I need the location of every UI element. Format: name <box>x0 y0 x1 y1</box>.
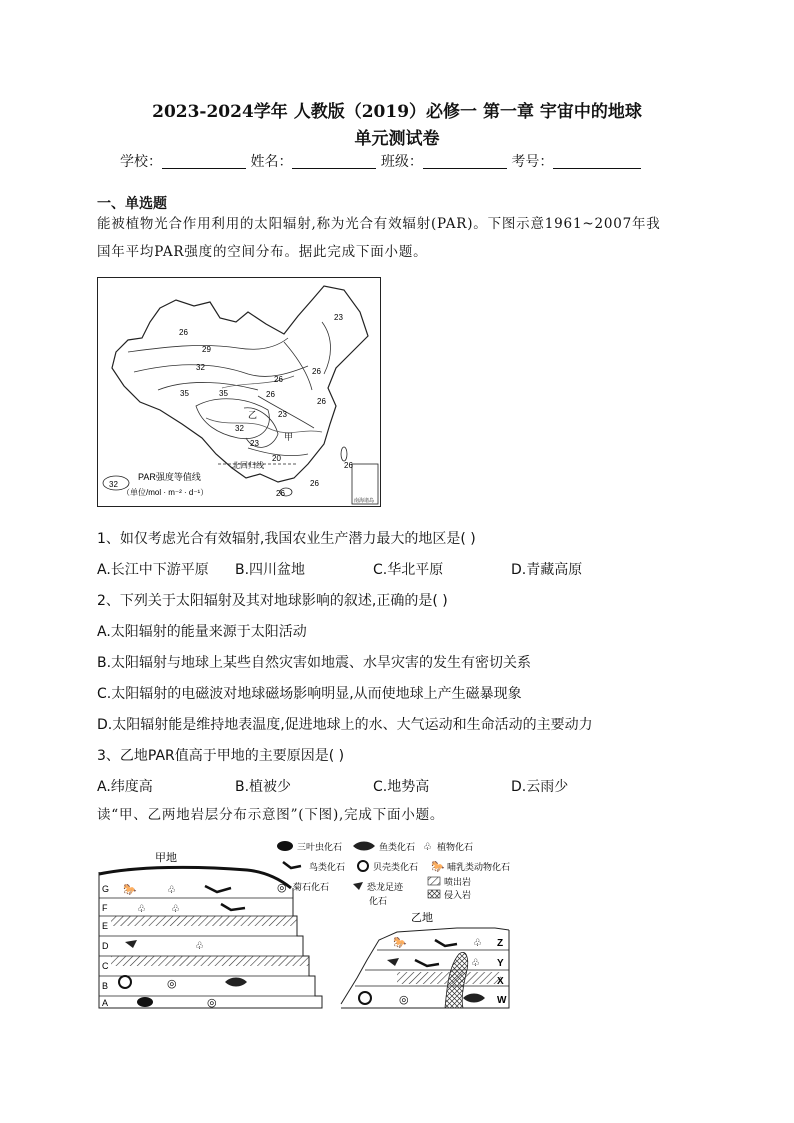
legend-value: 32 <box>109 480 118 489</box>
strata-figure <box>97 836 547 1011</box>
contour-label: 35 <box>180 389 189 398</box>
legend-item: 喷出岩 <box>444 877 472 887</box>
legend-item: 侵入岩 <box>444 890 472 900</box>
jia-layer-label: B <box>102 981 109 991</box>
legend-item: 鱼类化石 <box>379 842 416 852</box>
inset-label: 南海诸岛 <box>354 498 375 504</box>
paper-title-line2: 单元测试卷 <box>354 129 440 149</box>
legend-trilobite-icon <box>277 841 293 851</box>
contour-label: 26 <box>310 479 319 488</box>
q3-option-c[interactable]: C.地势高 <box>373 779 430 795</box>
legend-unit: （单位/mol · m⁻² · d⁻¹） <box>122 488 209 497</box>
mammal-fossil-icon: 🐎 <box>393 937 407 949</box>
shell-fossil-icon <box>359 992 371 1004</box>
contour-label: 26 <box>179 328 188 337</box>
contour-label: 26 <box>276 489 285 498</box>
jia-layer-label: C <box>102 961 109 971</box>
legend-plant-icon: ♧ <box>423 842 432 853</box>
legend-intrusive-icon <box>428 890 440 898</box>
contour-label: 32 <box>196 363 205 372</box>
legend-item: 贝壳类化石 <box>373 862 419 872</box>
paper-title-line1: 2023-2024学年 人教版（2019）必修一 第一章 宇宙中的地球 <box>152 102 642 122</box>
yi-layer-label: Z <box>497 938 504 949</box>
contour-label: 26 <box>274 375 283 384</box>
dinosaur-footprint-icon <box>387 958 399 966</box>
exam-number-label: 考号： <box>511 154 554 170</box>
jia-layer-label: E <box>102 921 109 931</box>
section-heading: 一、单选题 <box>97 196 167 212</box>
plant-fossil-icon: ♧ <box>473 938 482 949</box>
q1-option-c[interactable]: C.华北平原 <box>373 562 444 578</box>
china-par-map <box>98 278 380 506</box>
q3-option-d[interactable]: D.云雨少 <box>511 779 569 795</box>
bird-fossil-icon <box>415 960 439 966</box>
school-field[interactable] <box>162 154 246 169</box>
legend-shell-icon <box>358 861 368 871</box>
contour-label: 26 <box>344 461 353 470</box>
trilobite-fossil-icon <box>137 997 153 1007</box>
plant-fossil-icon: ♧ <box>137 904 146 915</box>
place-yi: 乙 <box>248 410 258 420</box>
legend-fish-icon <box>353 842 375 851</box>
ammonite-fossil-icon: ◎ <box>399 994 409 1006</box>
contour-label: 35 <box>219 389 228 398</box>
q3-option-a[interactable]: A.纬度高 <box>97 779 153 795</box>
school-label: 学校： <box>120 154 162 170</box>
legend-item: 哺乳类动物化石 <box>447 862 511 872</box>
tropic-label: 北回归线 <box>232 461 264 470</box>
jia-layer-label: G <box>102 884 110 894</box>
par-map-figure <box>97 277 381 507</box>
contour-label: 26 <box>312 367 321 376</box>
legend-extrusive-icon <box>428 877 440 885</box>
contour-label: 23 <box>334 313 343 322</box>
plant-fossil-icon: ♧ <box>471 958 480 969</box>
name-label: 姓名： <box>250 154 293 170</box>
plant-fossil-icon: ♧ <box>195 941 204 952</box>
contour-label: 29 <box>202 345 211 354</box>
bird-fossil-icon <box>435 940 457 946</box>
bird-fossil-icon <box>205 886 231 892</box>
legend-item: 鸟类化石 <box>309 862 346 872</box>
bird-fossil-icon <box>221 904 245 910</box>
legend-item: 恐龙足迹 <box>367 882 404 892</box>
ammonite-fossil-icon: ◎ <box>207 997 217 1009</box>
class-label: 班级： <box>380 154 423 170</box>
q1-option-a[interactable]: A.长江中下游平原 <box>97 562 209 578</box>
class-field[interactable] <box>423 154 507 169</box>
intro-paragraph-2: 读“甲、乙两地岩层分布示意图”(下图),完成下面小题。 <box>97 807 445 823</box>
jia-title: 甲地 <box>155 852 177 864</box>
contour-label: 26 <box>317 397 326 406</box>
q2-option-c[interactable]: C.太阳辐射的电磁波对地球磁场影响明显,从而使地球上产生磁暴现象 <box>97 686 522 702</box>
dinosaur-footprint-icon <box>125 940 137 948</box>
legend-bird-icon <box>283 862 301 868</box>
intrusive-rock-body <box>445 952 468 1008</box>
place-jia: 甲 <box>284 432 294 442</box>
fish-fossil-icon <box>225 978 247 987</box>
legend-title: PAR强度等值线 <box>138 472 201 482</box>
jia-layer-label: F <box>102 903 108 913</box>
contour-label: 23 <box>278 410 287 419</box>
q2-option-b[interactable]: B.太阳辐射与地球上某些自然灾害如地震、水旱灾害的发生有密切关系 <box>97 655 532 671</box>
q3-option-b[interactable]: B.植被少 <box>235 779 292 795</box>
q1-option-d[interactable]: D.青藏高原 <box>511 562 583 578</box>
jia-layer-label: D <box>102 941 109 951</box>
yi-layer-label: W <box>497 995 507 1006</box>
student-info-fields <box>120 151 641 171</box>
question-3-stem: 3、乙地PAR值高于甲地的主要原因是( ) <box>97 748 345 764</box>
intro-paragraph-1 <box>97 210 707 266</box>
contour-label: 26 <box>266 390 275 399</box>
yi-title: 乙地 <box>411 912 433 924</box>
q1-option-b[interactable]: B.四川盆地 <box>235 562 306 578</box>
yi-layer-label: Y <box>497 958 504 969</box>
contour-label: 20 <box>272 454 281 463</box>
legend-mammal-icon: 🐎 <box>431 861 445 873</box>
plant-fossil-icon: ♧ <box>171 904 180 915</box>
layer-e-extrusive <box>111 916 297 926</box>
jia-layer-label: A <box>102 998 109 1008</box>
shell-fossil-icon <box>119 976 131 988</box>
yi-layer-label: X <box>497 976 504 987</box>
mammal-fossil-icon: 🐎 <box>123 884 137 896</box>
legend-footprint-icon <box>353 882 363 890</box>
legend-item: 三叶虫化石 <box>297 842 343 852</box>
fish-fossil-icon <box>463 994 485 1003</box>
legend-ammonite-icon: ◎ <box>277 882 287 894</box>
legend-item: 植物化石 <box>437 842 474 852</box>
ammonite-fossil-icon: ◎ <box>167 978 177 990</box>
contour-label: 23 <box>250 439 259 448</box>
legend-item: 菊石化石 <box>293 882 330 892</box>
intro-line-1: 能被植物光合作用利用的太阳辐射,称为光合有效辐射(PAR)。下图示意1961~2007年我 <box>97 216 661 232</box>
question-1-stem: 1、如仅考虑光合有效辐射,我国农业生产潜力最大的地区是( ) <box>97 531 476 547</box>
name-field[interactable] <box>292 154 376 169</box>
contour-label: 32 <box>235 424 244 433</box>
question-2-stem: 2、下列关于太阳辐射及其对地球影响的叙述,正确的是( ) <box>97 593 448 609</box>
intro-line-2: 国年平均PAR强度的空间分布。据此完成下面小题。 <box>97 244 428 260</box>
legend-item: 化石 <box>369 896 388 906</box>
layer-c-extrusive <box>111 956 309 966</box>
q2-option-d[interactable]: D.太阳辐射能是维持地表温度,促进地球上的水、大气运动和生命活动的主要动力 <box>97 717 593 733</box>
strata-diagram <box>97 836 547 1011</box>
plant-fossil-icon: ♧ <box>167 885 176 896</box>
q2-option-a[interactable]: A.太阳辐射的能量来源于太阳活动 <box>97 624 307 640</box>
exam-number-field[interactable] <box>553 154 641 169</box>
